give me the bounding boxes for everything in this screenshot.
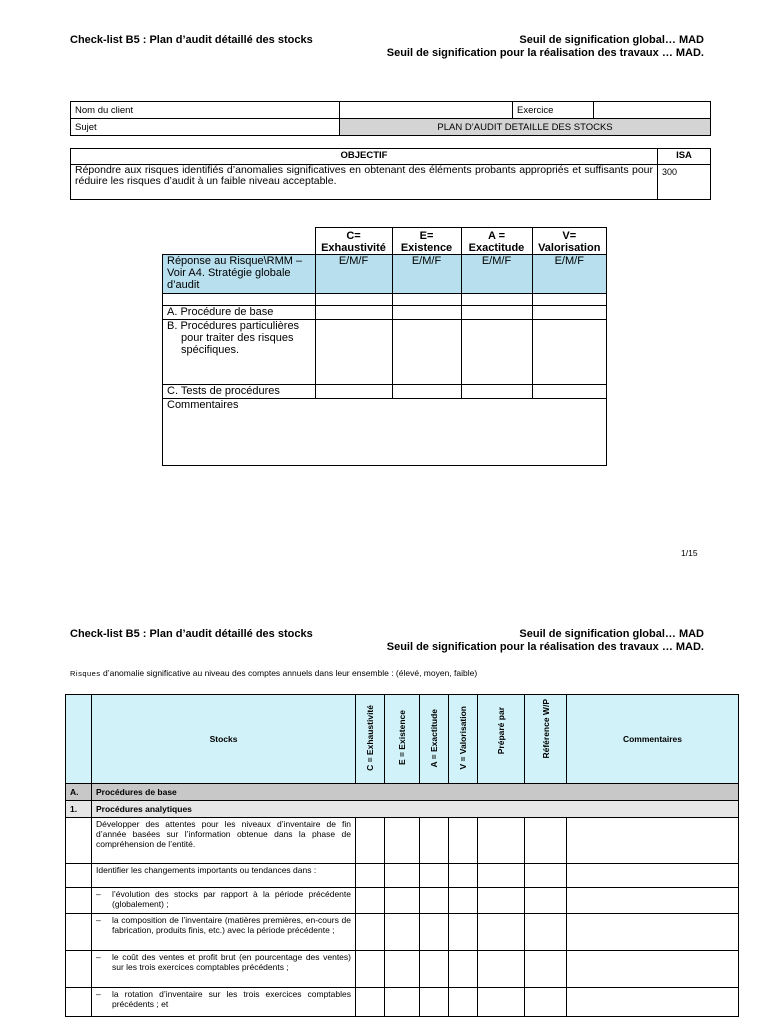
row-6-comm[interactable] <box>567 988 739 1017</box>
client-table <box>70 101 711 136</box>
row-2-v[interactable] <box>449 864 478 888</box>
row-a-v[interactable] <box>532 306 607 320</box>
exercice-value[interactable] <box>594 102 711 119</box>
row-3-num <box>66 888 92 914</box>
row-2-a[interactable] <box>420 864 449 888</box>
row-a-a[interactable] <box>461 306 532 320</box>
row-b-e[interactable] <box>392 320 461 385</box>
risk-v: E/M/F <box>532 255 607 294</box>
section-a-label: Procédures de base <box>92 784 739 801</box>
assertions-table <box>162 227 607 466</box>
seuil-global: Seuil de signification global… MAD <box>519 34 704 46</box>
seuil-travaux-2: Seuil de signification pour la réalisation des travaux … MAD. <box>386 641 704 653</box>
row-b-v[interactable] <box>532 320 607 385</box>
empty-row-label <box>163 294 316 306</box>
empty-v[interactable] <box>532 294 607 306</box>
risk-c: E/M/F <box>315 255 392 294</box>
row-1-c[interactable] <box>356 818 385 864</box>
row-3-cell <box>92 888 356 914</box>
vh-reference-text: Référence W/P <box>540 699 551 759</box>
row-2-text: Identifier les changements importants ou tendances dans : <box>92 864 356 888</box>
vh-valorisation <box>449 695 478 784</box>
vh-exactitude-text: A = Exactitude <box>429 708 439 768</box>
isa-header: ISA <box>658 149 711 165</box>
row-b-label <box>163 320 316 385</box>
row-6-prep[interactable] <box>478 988 525 1017</box>
row-5-ref[interactable] <box>525 951 567 988</box>
row-6-a[interactable] <box>420 988 449 1017</box>
vh-existence <box>385 695 420 784</box>
commentaires-header: Commentaires <box>567 695 739 784</box>
row-2-prep[interactable] <box>478 864 525 888</box>
row-4-num <box>66 914 92 951</box>
header-exhaustivite: C= Exhaustivité <box>315 228 392 255</box>
row-4-ref[interactable] <box>525 914 567 951</box>
row-5-comm[interactable] <box>567 951 739 988</box>
seuil-global-2: Seuil de signification global… MAD <box>519 628 704 640</box>
empty-a[interactable] <box>461 294 532 306</box>
vh-exhaustivite-text: C = Exhaustivité <box>365 705 375 771</box>
row-c-a[interactable] <box>461 385 532 399</box>
sujet-value: PLAN D’AUDIT DETAILLE DES STOCKS <box>340 119 711 136</box>
row-4-a[interactable] <box>420 914 449 951</box>
row-1-comm[interactable] <box>567 818 739 864</box>
seuil-travaux: Seuil de signification pour la réalisation des travaux … MAD. <box>386 47 704 59</box>
blank-corner <box>163 228 316 255</box>
isa-value: 300 <box>658 165 711 200</box>
row-c-e[interactable] <box>392 385 461 399</box>
row-6-cell <box>92 988 356 1017</box>
row-3-bullet <box>96 889 351 909</box>
section-a-num: A. <box>66 784 92 801</box>
row-6-text: la rotation d’inventaire sur les trois exercices comptables précédents ; et <box>112 989 351 1009</box>
sujet-label: Sujet <box>71 119 340 136</box>
vh-reference <box>525 695 567 784</box>
risk-e: E/M/F <box>392 255 461 294</box>
row-1-text: Développer des attentes pour les niveaux d’inventaire de fin d’année basées sur l’information obtenue dans la phase de compréhension de l’entité. <box>92 818 356 864</box>
row-4-text: la composition de l’inventaire (matières premières, en-cours de fabrication, produits finis, etc.) avec la période précédente ; <box>112 915 351 935</box>
row-4-comm[interactable] <box>567 914 739 951</box>
row-4-e[interactable] <box>385 914 420 951</box>
row-3-text: l’évolution des stocks par rapport à la période précédente (globalement) ; <box>112 889 351 909</box>
vh-exhaustivite <box>356 695 385 784</box>
risques-line <box>70 668 477 678</box>
nom-client-label: Nom du client <box>71 102 340 119</box>
page1-thresholds <box>387 34 704 60</box>
row-6-dash: – <box>96 989 101 999</box>
row-5-dash: – <box>96 952 101 962</box>
row-1-prep[interactable] <box>478 818 525 864</box>
row-6-v[interactable] <box>449 988 478 1017</box>
row-3-c[interactable] <box>356 888 385 914</box>
row-5-e[interactable] <box>385 951 420 988</box>
row-c-c[interactable] <box>315 385 392 399</box>
row-6-num <box>66 988 92 1017</box>
empty-e[interactable] <box>392 294 461 306</box>
objectif-table <box>70 148 711 200</box>
page2-thresholds <box>387 628 704 654</box>
row-c-v[interactable] <box>532 385 607 399</box>
vh-prepare-text: Préparé par <box>496 707 506 755</box>
row-2-num <box>66 864 92 888</box>
risk-row-label: Réponse au Risque\RMM – Voir A4. Stratégie globale d’audit <box>163 255 316 294</box>
stocks-header: Stocks <box>92 695 356 784</box>
num-header <box>66 695 92 784</box>
row-2-ref[interactable] <box>525 864 567 888</box>
row-a-label: A. Procédure de base <box>163 306 316 320</box>
row-3-prep[interactable] <box>478 888 525 914</box>
page1-title: Check-list B5 : Plan d’audit détaillé des stocks <box>70 34 313 46</box>
row-2-e[interactable] <box>385 864 420 888</box>
row-6-c[interactable] <box>356 988 385 1017</box>
row-3-v[interactable] <box>449 888 478 914</box>
row-1-ref[interactable] <box>525 818 567 864</box>
vh-existence-text: E = Existence <box>397 710 407 766</box>
row-1-num <box>66 818 92 864</box>
vh-exactitude <box>420 695 449 784</box>
row-6-e[interactable] <box>385 988 420 1017</box>
row-5-text: le coût des ventes et profit brut (en pourcentage des ventes) sur les trois exercices comptables précédents ; <box>112 952 351 972</box>
row-1-e[interactable] <box>385 818 420 864</box>
row-4-dash: – <box>96 915 101 925</box>
vh-prepare <box>478 695 525 784</box>
nom-client-value[interactable] <box>340 102 513 119</box>
row-2-comm[interactable] <box>567 864 739 888</box>
row-1-a[interactable] <box>420 818 449 864</box>
row-5-bullet <box>96 952 351 972</box>
sub-1-label: Procédures analytiques <box>92 801 739 818</box>
row-b-c[interactable] <box>315 320 392 385</box>
header-existence: E= Existence <box>392 228 461 255</box>
row-5-c[interactable] <box>356 951 385 988</box>
row-c-label: C. Tests de procédures <box>163 385 316 399</box>
header-valorisation: V= Valorisation <box>532 228 607 255</box>
row-4-v[interactable] <box>449 914 478 951</box>
row-3-ref[interactable] <box>525 888 567 914</box>
row-6-bullet <box>96 989 351 1009</box>
row-4-c[interactable] <box>356 914 385 951</box>
objectif-header: OBJECTIF <box>71 149 658 165</box>
row-3-comm[interactable] <box>567 888 739 914</box>
row-5-v[interactable] <box>449 951 478 988</box>
row-2-c[interactable] <box>356 864 385 888</box>
row-5-cell <box>92 951 356 988</box>
row-6-ref[interactable] <box>525 988 567 1017</box>
row-5-prep[interactable] <box>478 951 525 988</box>
header-exactitude: A = Exactitude <box>461 228 532 255</box>
page2-title: Check-list B5 : Plan d’audit détaillé des stocks <box>70 628 313 640</box>
row-a-c[interactable] <box>315 306 392 320</box>
commentaires-box[interactable]: Commentaires <box>163 399 607 466</box>
row-1-v[interactable] <box>449 818 478 864</box>
row-3-e[interactable] <box>385 888 420 914</box>
risk-a: E/M/F <box>461 255 532 294</box>
page-number: 1/15 <box>681 548 698 558</box>
sub-1-num: 1. <box>66 801 92 818</box>
stocks-table <box>65 694 739 1017</box>
row-5-num <box>66 951 92 988</box>
risques-text: d’anomalie significative au niveau des comptes annuels dans leur ensemble : (élevé, moyen, faible) <box>102 668 478 678</box>
row-a-e[interactable] <box>392 306 461 320</box>
row-b-a[interactable] <box>461 320 532 385</box>
row-4-bullet <box>96 915 351 935</box>
row-4-cell <box>92 914 356 951</box>
objectif-text: Répondre aux risques identifiés d’anomalies significatives en obtenant des éléments probants appropriés et suffisants pour réduire les risques d’audit à un faible niveau acceptable. <box>71 165 658 200</box>
vh-valorisation-text: V = Valorisation <box>458 706 468 770</box>
risques-prefix: Risques <box>70 669 101 678</box>
row-4-prep[interactable] <box>478 914 525 951</box>
row-3-a[interactable] <box>420 888 449 914</box>
row-b-text: B. Procédures particulières pour traiter des risques spécifiques. <box>167 320 300 356</box>
exercice-label: Exercice <box>513 102 594 119</box>
row-5-a[interactable] <box>420 951 449 988</box>
row-3-dash: – <box>96 889 101 899</box>
empty-c[interactable] <box>315 294 392 306</box>
